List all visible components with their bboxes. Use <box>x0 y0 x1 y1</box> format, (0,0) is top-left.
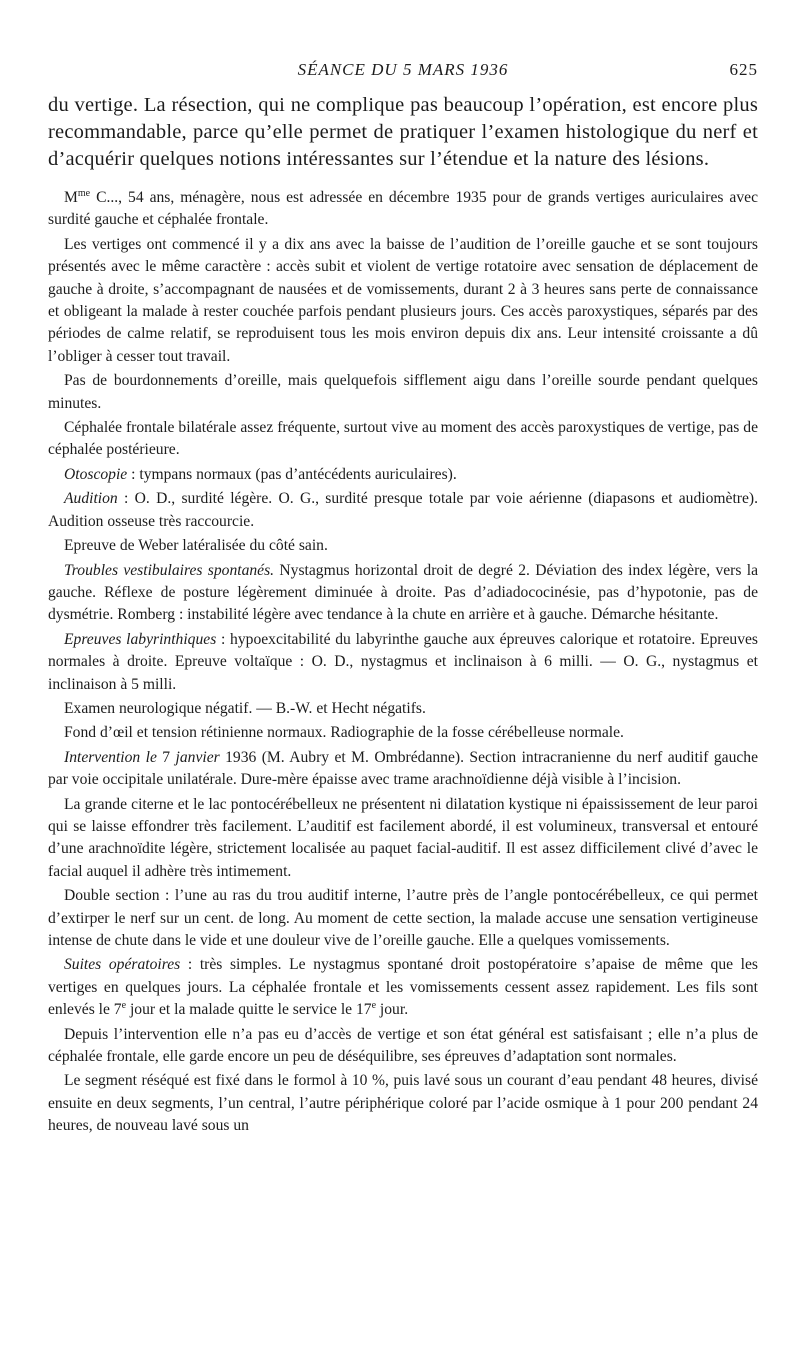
lead-text: du vertige. La résection, qui ne complique pas beaucoup l’opération, est encore plus recommandable, parce qu’elle permet de pratiquer l’examen histologique du nerf et d’acquérir quelques notions intéressantes sur l’étendue et la nature des lésions. <box>48 94 758 170</box>
case-paragraph-7: Epreuve de Weber latéralisée du côté sain. <box>64 537 328 555</box>
page-number: 625 <box>729 60 758 79</box>
intervention-label: Intervention le <box>64 748 157 766</box>
otoscopie-text: : tympans normaux (pas d’antécédents auriculaires). <box>127 465 457 483</box>
case-paragraph-8 <box>48 560 758 627</box>
suites-sup-1: e <box>121 1000 127 1012</box>
case-paragraph-1 <box>48 187 758 232</box>
case-paragraph-2: Les vertiges ont commencé il y a dix ans avec la baisse de l’audition de l’oreille gauche et se sont toujours présentés avec le même caractère : accès subit et violent de vertige rotatoire avec sensation de déplacement de gauche à droite, s’accompagnant de nausées et de vomissements, durant 2 à 3 heures sans perte de connaissance et obligeant la malade à rester couchée parfois pendant plusieurs jours. Ces accès paroxystiques, séparés par des périodes de calme relatif, se reproduisent tous les mois environ depuis dix ans. Leur intensité croissante a dû l’obliger à cesser tout travail. <box>48 235 758 365</box>
intervention-text: 1936 (M. Aubry et M. Ombrédanne). Section intracranienne du nerf auditif gauche par voie occipitale unilatérale. Dure-mère épaisse avec trame arachnoïdienne déjà visible à l’incision. <box>48 748 759 789</box>
case-paragraph-1-text: C..., 54 ans, ménagère, nous est adressée en décembre 1935 pour de grands vertiges auriculaires avec surdité gauche et céphalée frontale. <box>48 189 758 229</box>
case-paragraph-9 <box>48 629 758 696</box>
otoscopie-label: Otoscopie <box>64 465 128 483</box>
intervention-month: janvier <box>175 748 220 766</box>
running-title: SÉANCE DU 5 MARS 1936 <box>297 60 509 79</box>
suites-text-c: jour. <box>376 1001 409 1019</box>
suites-text-a: : très simples. Le nystagmus spontané droit postopératoire s’apaise de même que les vertiges en quelques jours. La céphalée frontale et les vomissements cessent assez rapidement. Les fils sont enlevés le 7 <box>48 956 758 1019</box>
audition-text: : O. D., surdité légère. O. G., surdité presque totale par voie aérienne (diapasons et audiomètre). Audition osseuse très raccourcie. <box>48 490 758 530</box>
suites-text-b: jour et la malade quitte le service le 17 <box>126 1001 372 1019</box>
case-paragraph-15 <box>48 954 758 1021</box>
case-paragraph-3: Pas de bourdonnements d’oreille, mais quelquefois sifflement aigu dans l’oreille sourde pendant quelques minutes. <box>48 372 758 412</box>
intervention-day: 7 <box>156 748 176 766</box>
case-paragraph-10: Examen neurologique négatif. — B.-W. et Hecht négatifs. <box>64 699 426 717</box>
case-paragraph-16: Depuis l’intervention elle n’a pas eu d’accès de vertige et son état général est satisfaisant ; elle n’a plus de céphalée frontale, elle garde encore un peu de déséquilibre, ses épreuves d’adaptation sont normales. <box>48 1025 758 1066</box>
epreuves-label: Epreuves labyrinthiques <box>64 630 217 648</box>
case-paragraph-6 <box>48 488 758 533</box>
case-paragraph-5 <box>48 464 758 486</box>
audition-label: Audition <box>64 490 118 508</box>
suites-label: Suites opératoires <box>64 956 181 974</box>
case-paragraph-17: Le segment réséqué est fixé dans le formol à 10 %, puis lavé sous un courant d’eau pendant 48 heures, divisé ensuite en deux segments, l’un central, l’autre périphérique coloré par l’acide osmique à 1 pour 200 pendant 24 heures, de nouveau lavé sous un <box>48 1072 758 1135</box>
lead-paragraph <box>48 92 758 173</box>
case-paragraph-4: Céphalée frontale bilatérale assez fréquente, surtout vive au moment des accès paroxystiques de vertige, pas de céphalée postérieure. <box>48 419 758 459</box>
case-paragraph-14: Double section : l’une au ras du trou auditif interne, l’autre près de l’angle pontocérébelleux, ce qui permet d’extirper le nerf sur un cent. de long. Au moment de cette section, la malade accuse une sensation vertigineuse intense de chute dans le vide et une douleur vive de l’oreille gauche. Elle a quelques vomissements. <box>48 887 758 949</box>
case-paragraph-13: La grande citerne et le lac pontocérébelleux ne présentent ni dilatation kystique ni épaississement de leur paroi qui se laisse effondrer très facilement. L’auditif est facilement abordé, il est volumineux, transversal et entouré d’une arachnoïdite légère, strictement localisée au paquet facial-auditif. Il est assez difficilement clivé d’avec le facial auquel il adhère très intimement. <box>48 795 758 880</box>
case-report <box>48 187 758 1138</box>
running-head <box>48 60 758 84</box>
suites-sup-2: e <box>371 1000 377 1012</box>
title-abbreviation: M <box>64 189 78 206</box>
troubles-label: Troubles vestibulaires spontanés. <box>64 561 275 579</box>
title-superscript: me <box>77 187 91 199</box>
epreuves-text: : hypoexcitabilité du labyrinthe gauche aux épreuves calorique et rotatoire. Epreuves normales à droite. Epreuve voltaïque : O. D., nystagmus et inclinaison à 6 milli. — O. G., nystagmus et inclinaison à 5 milli. <box>48 630 758 693</box>
case-paragraph-12 <box>48 747 758 792</box>
case-paragraph-11: Fond d’œil et tension rétinienne normaux. Radiographie de la fosse cérébelleuse normale. <box>64 724 624 742</box>
troubles-text: Nystagmus horizontal droit de degré 2. Déviation des index légère, vers la gauche. Réflexe de posture légèrement diminuée à droite. Pas d’adiadococinésie, pas d’hypotonie, pas de dysmétrie. Romberg : instabilité légère avec tendance à la chute en arrière et à gauche. Démarche hésitante. <box>48 561 758 624</box>
